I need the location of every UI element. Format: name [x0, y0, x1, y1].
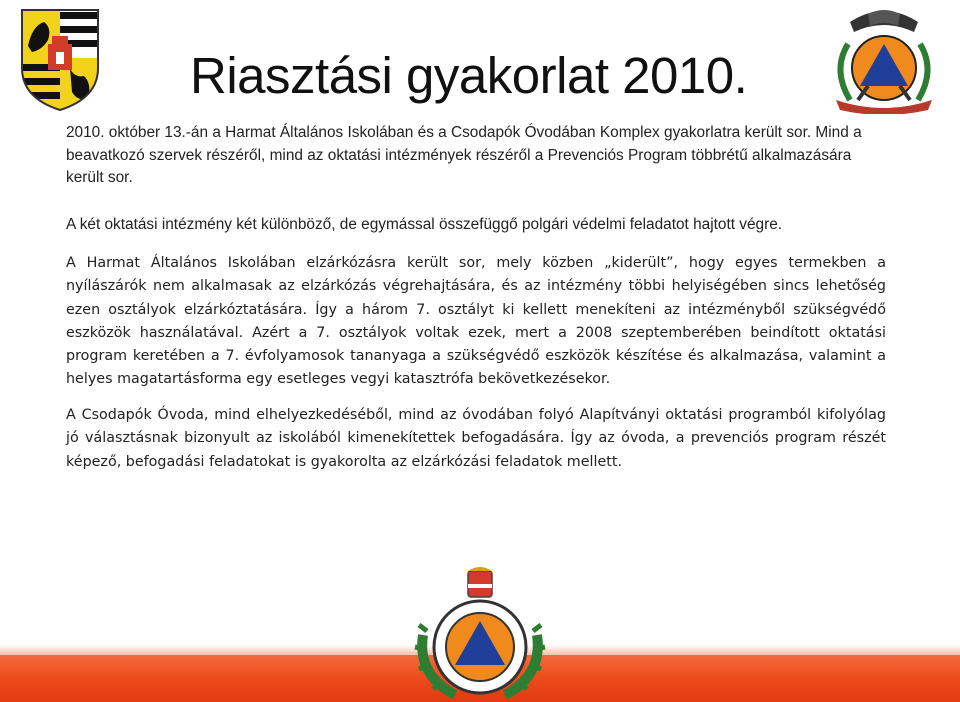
intro-paragraph: 2010. október 13.-án a Harmat Általános Iskolában és a Csodapók Óvodában Komplex gyakorlatra került sor. Mind a beavatkozó szervek részéről, mind az oktatási intézmények részéről a Prevenciós Program többrétű alkalmazására került sor. [66, 124, 862, 186]
civil-protection-emblem-logo [828, 4, 940, 114]
page-title: Riasztási gyakorlat 2010. [190, 47, 748, 104]
school-paragraph: A Harmat Általános Iskolában elzárkózásra került sor, mely közben „kiderült”, hogy egyes termekben a nyílászárók nem alkalmasak az elzárkózás végrehajtására, és az intézmény többi helyiségében sincs lehetőség ezen osztályok elzárkóztatására. Így a három 7. osztályt ki kellett menekíteni az intézményből szükségvédő eszközök használatával. Azért a 7. osztályok voltak ezek, mert a 2008 szeptemberében beindított oktatási program keretében a 7. évfolyamosok tananyaga a szükségvédő eszközök készítése és alkalmazása, valamint a helyes magatartásforma egy esetleges vegyi katasztrófa bekövetkezésekor. [66, 255, 886, 388]
summary-paragraph: A két oktatási intézmény két különböző, de egymással összefüggő polgári védelmi feladatot hajtott végre. [66, 216, 783, 233]
association-emblem-logo [405, 565, 555, 702]
coat-of-arms-logo [18, 6, 102, 112]
kindergarten-paragraph: A Csodapók Óvoda, mind elhelyezkedéséből, mind az óvodában folyó Alapítványi oktatási programból kifolyólag jó választásnak bizonyult az iskolából kimenekítettek befogadására. Így az óvoda, a prevenciós program részét képező, befogadási feladatokat is gyakorolta az elzárkózási feladatok mellett. [66, 407, 886, 470]
